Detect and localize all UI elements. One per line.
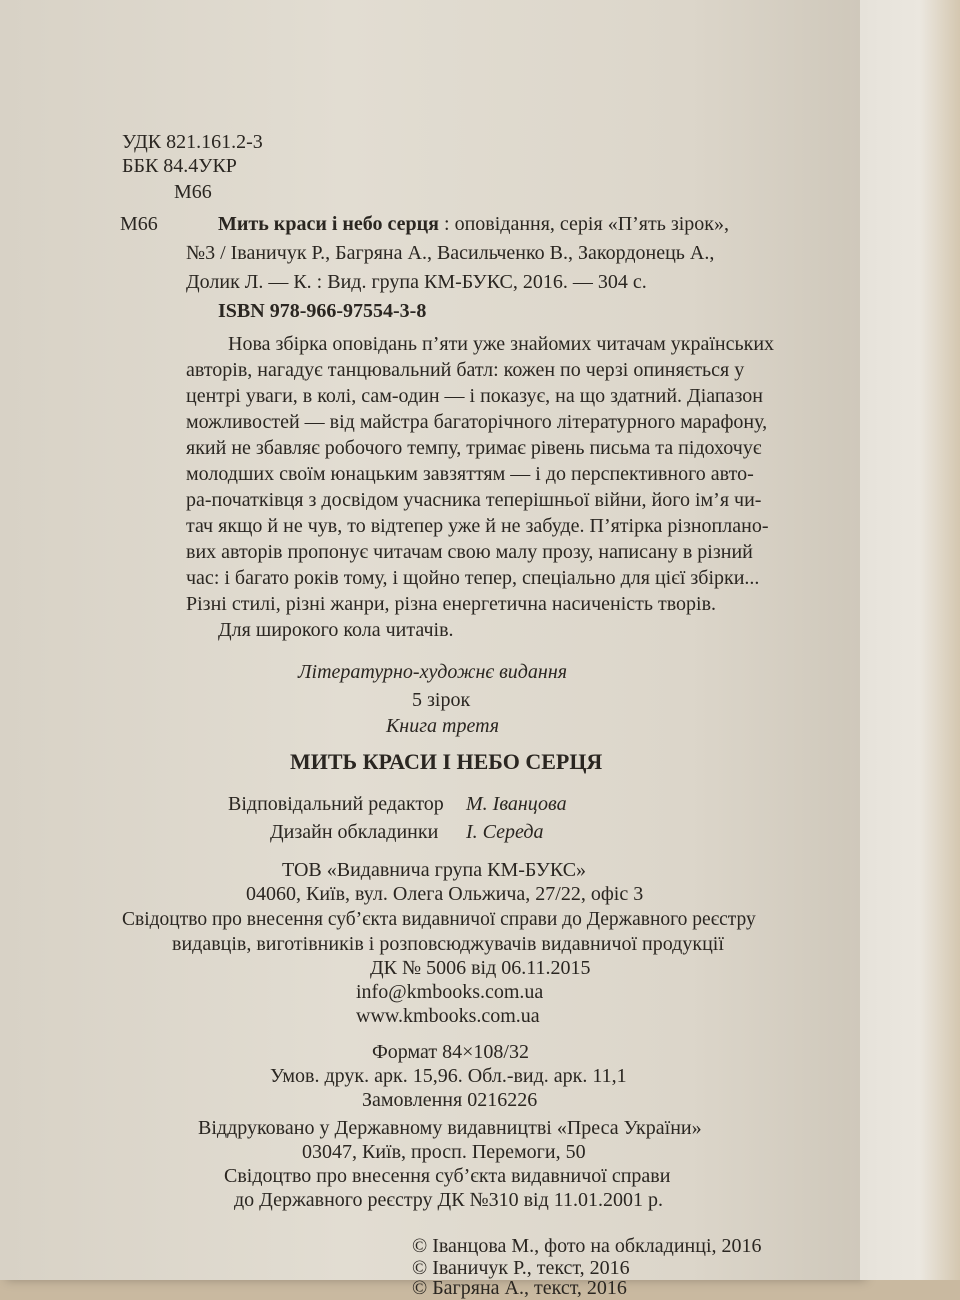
printer-address: 03047, Київ, просп. Перемоги, 50 — [302, 1141, 586, 1163]
format-spec: Формат 84×108/32 — [372, 1041, 529, 1063]
printer-certificate: до Державного реєстру ДК №310 від 11.01.2001 р. — [234, 1189, 664, 1211]
printer-certificate: Свідоцтво про внесення суб’єкта видавничої справи — [224, 1165, 671, 1187]
bbk-code: ББК 84.4УКР — [122, 155, 237, 177]
abstract-line: центрі уваги, в колі, сам-один — і показує, на що здатний. Діапазон — [186, 385, 763, 407]
order-number: Замовлення 0216226 — [362, 1089, 538, 1111]
series-name: 5 зірок — [412, 689, 471, 711]
copyright-line: © Багряна А., текст, 2016 — [412, 1277, 627, 1299]
copyright-line: © Іваничук Р., текст, 2016 — [412, 1257, 630, 1279]
abstract-line: Різні стилі, різні жанри, різна енергетична насиченість творів. — [186, 593, 717, 615]
abstract-line: можливостей — від майстра багаторічного літературного марафону, — [186, 411, 768, 433]
main-title: МИТЬ КРАСИ І НЕБО СЕРЦЯ — [290, 749, 603, 774]
publisher-dk: ДК № 5006 від 06.11.2015 — [370, 957, 591, 979]
credit-name: М. Іванцова — [466, 793, 567, 815]
abstract-line: який не збавляє робочого темпу, тримає рівень письма та підохочує — [186, 437, 762, 459]
publisher-email: info@kmbooks.com.ua — [356, 981, 544, 1003]
printer-line: Віддруковано у Державному видавництві «Преса України» — [198, 1117, 702, 1139]
abstract-line: час: і багато років тому, і щойно тепер, спеціально для цієї збірки... — [186, 567, 760, 589]
abstract-line: авторів, нагадує танцювальний батл: кожен по черзі опиняється у — [186, 359, 745, 381]
publisher-website: www.kmbooks.com.ua — [356, 1005, 540, 1027]
credit-role: Дизайн обкладинки — [270, 821, 439, 843]
credit-name: І. Середа — [466, 821, 544, 843]
isbn: ISBN 978-966-97554-3-8 — [218, 300, 427, 322]
publisher-certificate: Свідоцтво про внесення суб’єкта видавничої справи до Державного реєстру — [122, 909, 756, 930]
publisher-name: ТОВ «Видавнича група КМ-БУКС» — [282, 859, 587, 881]
entry-title: Мить краси і небо серця — [218, 213, 440, 235]
udk-code: УДК 821.161.2-3 — [122, 131, 263, 153]
copyright-line: © Іванцова М., фото на обкладинці, 2016 — [412, 1235, 762, 1257]
sheets-spec: Умов. друк. арк. 15,96. Обл.-вид. арк. 11,1 — [270, 1065, 627, 1087]
credit-role: Відповідальний редактор — [228, 793, 444, 815]
abstract-line: молодших своїм юнацьким завзяттям — і до перспективного авто- — [186, 463, 754, 485]
entry-title-rest: : оповідання, серія «П’ять зірок», — [439, 213, 730, 235]
book-number: Книга третя — [386, 715, 500, 737]
edition-type: Літературно-художнє видання — [298, 661, 568, 683]
publisher-certificate: видавців, виготівників і розповсюджувачів видавничої продукції — [172, 933, 724, 955]
abstract-line: Нова збірка оповідань п’яти уже знайомих читачам українських — [228, 333, 775, 355]
abstract-line: ра-початківця з досвідом учасника теперішньої війни, його ім’я чи- — [186, 489, 762, 511]
catalog-entry-line3: Долик Л. — К. : Вид. група КМ-БУКС, 2016. — 304 с. — [186, 271, 647, 293]
publisher-address: 04060, Київ, вул. Олега Ольжича, 27/22, офіс 3 — [246, 883, 644, 905]
author-mark: М66 — [174, 181, 212, 203]
abstract-line: тач якщо й не чув, то відтепер уже й не забуде. П’ятірка різнопланo- — [186, 515, 769, 537]
entry-mark: М66 — [120, 213, 158, 235]
catalog-entry-line1 — [218, 212, 729, 236]
abstract-line: вих авторів пропонує читачам свою малу прозу, написану в різний — [186, 541, 753, 563]
audience-note: Для широкого кола читачів. — [218, 619, 454, 641]
next-page-edge — [860, 0, 960, 1280]
catalog-entry-line2: №3 / Іваничук Р., Багряна А., Васильченко В., Закордонець А., — [186, 242, 715, 264]
